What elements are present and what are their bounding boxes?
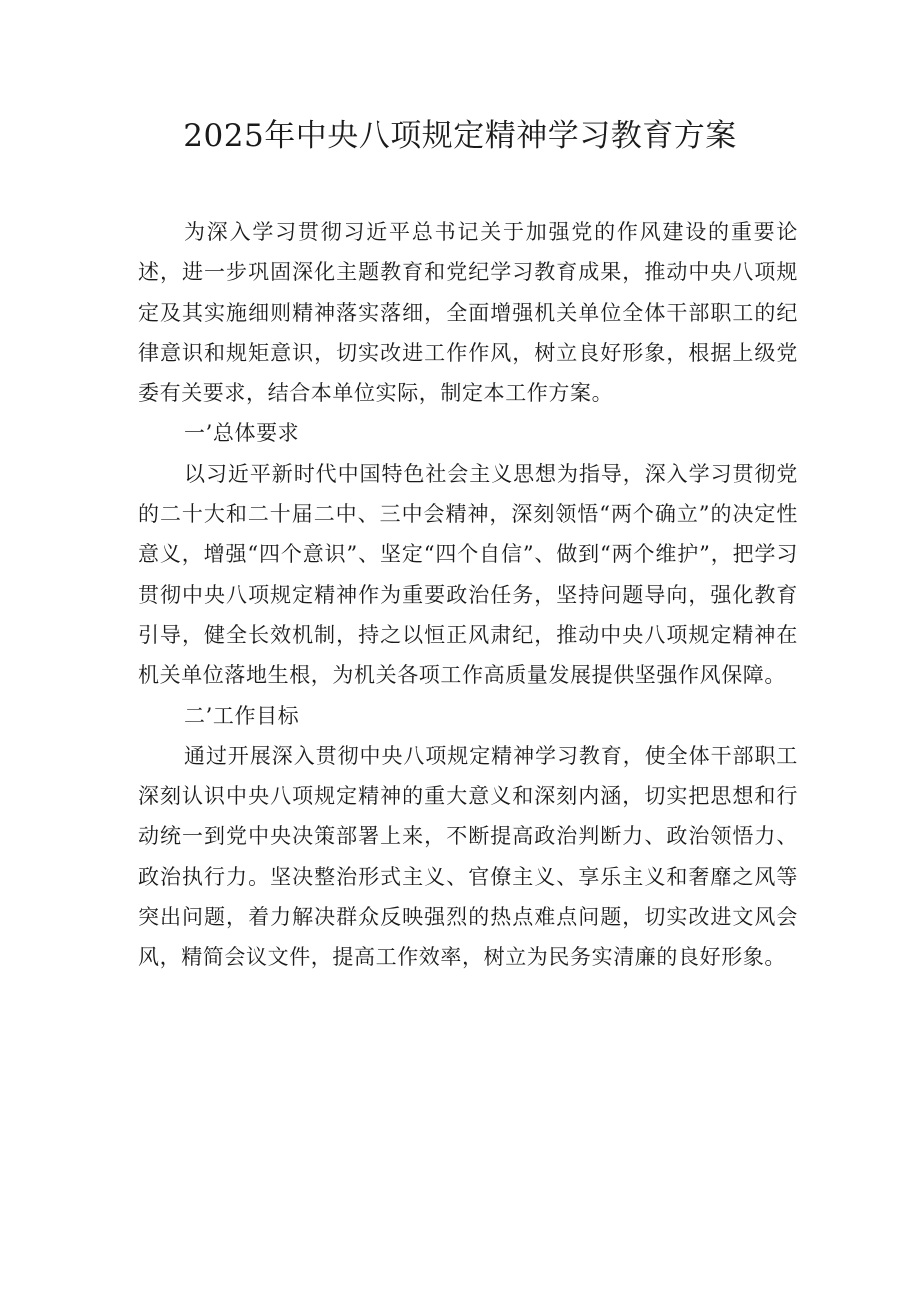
section-heading-work-goals: 二’工作目标: [184, 703, 300, 728]
general-requirements-paragraph: 以习近平新时代中国特色社会主义思想为指导，深入学习贯彻党的二十大和二十届二中、三中会精神，深刻领悟“两个确立”的决定性意义，增强“四个意识”、坚定“四个自信”、做到“两个维护”，把学习贯彻中央八项规定精神作为重要政治任务，坚持问题导向，强化教育引导，健全长效机制，持之以恒正风肃纪，推动中央八项规定精神在机关单位落地生根，为机关各项工作高质量发展提供坚强作风保障。: [138, 461, 798, 688]
work-goals-paragraph: 通过开展深入贯彻中央八项规定精神学习教育，使全体干部职工深刻认识中央八项规定精神的重大意义和深刻内涵，切实把思想和行动统一到党中央决策部署上来，不断提高政治判断力、政治领悟力、政治执行力。坚决整治形式主义、官僚主义、享乐主义和奢靡之风等突出问题，着力解决群众反映强烈的热点难点问题，切实改进文风会风，精简会议文件，提高工作效率，树立为民务实清廉的良好形象。: [138, 743, 798, 970]
section-heading-general-requirements: 一’总体要求: [184, 421, 300, 446]
document-title: 2025年中央八项规定精神学习教育方案: [183, 118, 737, 154]
intro-paragraph: 为深入学习贯彻习近平总书记关于加强党的作风建设的重要论述，进一步巩固深化主题教育和党纪学习教育成果，推动中央八项规定及其实施细则精神落实落细，全面增强机关单位全体干部职工的纪律意识和规矩意识，切实改进工作作风，树立良好形象，根据上级党委有关要求，结合本单位实际，制定本工作方案。: [138, 220, 798, 406]
document-body: [138, 212, 798, 978]
